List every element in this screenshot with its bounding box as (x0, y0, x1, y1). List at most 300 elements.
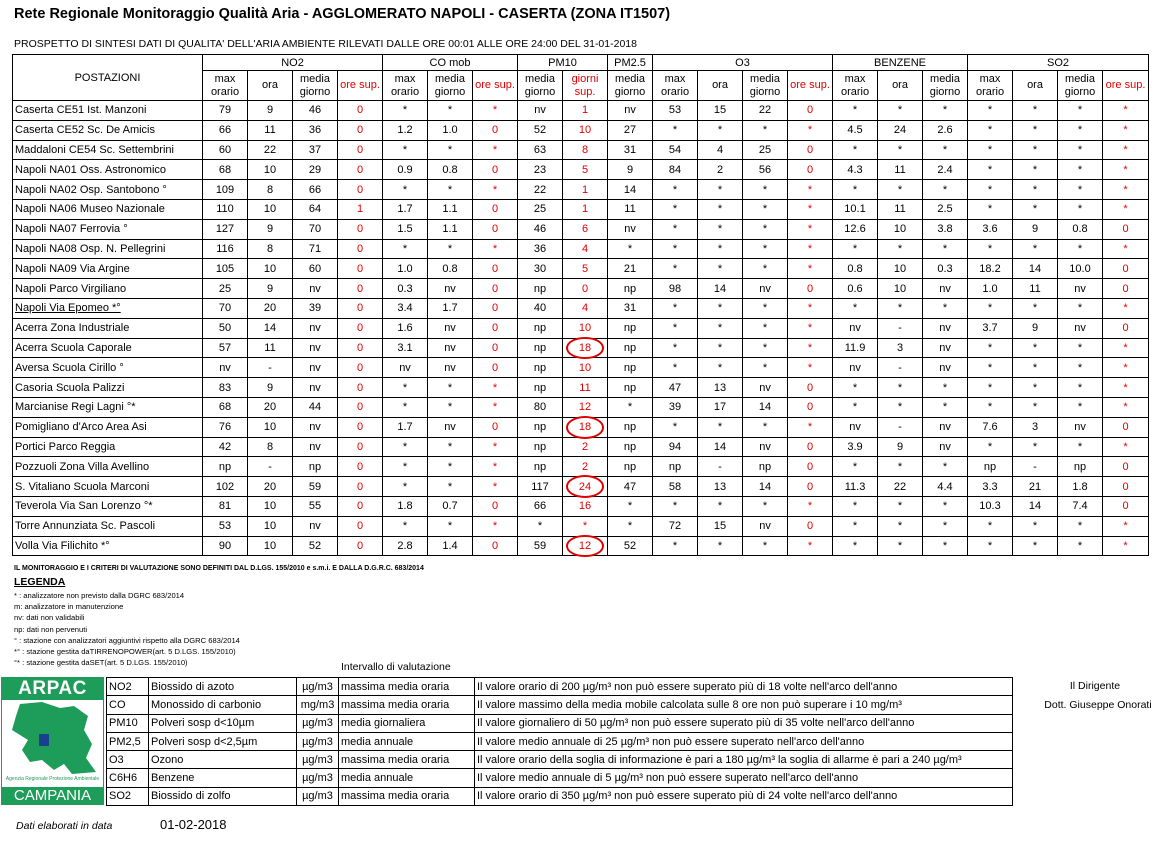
data-cell (293, 101, 338, 121)
cell-value: * (492, 143, 498, 156)
cell-value: 11 (264, 124, 276, 137)
cell-value: 10 (893, 282, 907, 295)
data-cell (203, 239, 248, 259)
cell-value: 0.8 (442, 262, 458, 275)
data-cell (698, 259, 743, 279)
cell-value: * (987, 520, 993, 533)
data-cell (1058, 318, 1103, 338)
data-cell (698, 120, 743, 140)
data-cell (473, 259, 518, 279)
cell-value: * (762, 124, 768, 137)
data-cell (833, 378, 878, 398)
cell-value: 1.7 (397, 203, 413, 216)
cell-value: 1.0 (397, 262, 413, 275)
cell-value: 21 (623, 262, 637, 275)
pollutant-unit: µg/m3 (297, 678, 339, 696)
legend-item: °* : stazione gestita daSET(art. 5 D.LGS. 155/2010) (14, 658, 188, 668)
cell-value: 0.8 (1072, 223, 1088, 236)
data-cell (203, 417, 248, 437)
cell-value: np (623, 361, 637, 374)
data-cell (698, 160, 743, 180)
cell-value: * (492, 242, 498, 255)
data-cell (653, 516, 698, 536)
data-cell (878, 496, 923, 516)
data-cell (383, 219, 428, 239)
cell-value: 11 (579, 381, 591, 394)
data-cell (923, 397, 968, 417)
cell-value: 1.8 (1072, 480, 1088, 493)
cell-value: * (987, 361, 993, 374)
pollutant-code: NO2 (107, 678, 149, 696)
data-cell (833, 318, 878, 338)
data-cell (1013, 516, 1058, 536)
data-cell (428, 437, 473, 457)
cell-value: * (402, 381, 408, 394)
pollutant-unit: µg/m3 (297, 714, 339, 732)
station-name: Napoli NA08 Osp. N. Pellegrini (13, 239, 203, 259)
data-cell (878, 180, 923, 200)
data-cell (743, 120, 788, 140)
data-cell (203, 160, 248, 180)
cell-value: * (987, 341, 993, 354)
data-cell (1013, 358, 1058, 378)
cell-value: nv (444, 322, 456, 335)
data-cell (968, 259, 1013, 279)
data-cell (878, 437, 923, 457)
cell-value: 1.7 (397, 421, 413, 434)
data-cell (338, 180, 383, 200)
data-cell (563, 199, 608, 219)
cell-value: - (718, 460, 722, 473)
data-cell (473, 516, 518, 536)
cell-value: * (1123, 381, 1128, 394)
cell-value: * (1032, 520, 1038, 533)
data-cell (518, 496, 563, 516)
cell-value: 12 (578, 401, 592, 414)
data-cell (968, 358, 1013, 378)
data-cell (383, 338, 428, 358)
cell-value: 0 (356, 361, 364, 374)
cell-value: 0 (491, 262, 499, 275)
data-cell (878, 160, 923, 180)
data-cell (1058, 120, 1103, 140)
data-cell (248, 477, 293, 497)
cell-value: 6 (581, 223, 589, 236)
cell-value: 40 (533, 302, 547, 315)
cell-value: - (268, 361, 272, 374)
station-name: Caserta CE52 Sc. De Amicis (13, 120, 203, 140)
data-cell (563, 437, 608, 457)
cell-value: 2 (716, 163, 724, 176)
data-cell (833, 239, 878, 259)
cell-value: - (898, 322, 902, 335)
data-cell (248, 239, 293, 259)
data-cell (563, 239, 608, 259)
data-cell (833, 536, 878, 556)
cell-value: 0 (491, 539, 499, 552)
cell-value: 0 (356, 520, 364, 533)
cell-value: nv (534, 104, 546, 117)
cell-value: nv (309, 421, 321, 434)
data-cell (428, 397, 473, 417)
data-cell (293, 298, 338, 318)
table-row (13, 199, 1149, 219)
data-cell (1058, 298, 1103, 318)
data-cell (473, 199, 518, 219)
cell-value: 0 (491, 282, 499, 295)
cell-value: np (758, 460, 772, 473)
data-cell (428, 279, 473, 299)
data-cell (293, 437, 338, 457)
data-cell (923, 457, 968, 477)
data-cell (473, 338, 518, 358)
cell-value: 14 (1028, 262, 1042, 275)
column-header: ore sup. (1103, 71, 1149, 101)
cell-value: * (402, 183, 408, 196)
cell-value: * (897, 381, 903, 394)
data-cell (338, 259, 383, 279)
cell-value: 10 (578, 124, 592, 137)
pollutant-row (107, 714, 1013, 732)
data-cell (923, 219, 968, 239)
cell-value: nv (219, 361, 231, 374)
data-cell (1103, 437, 1149, 457)
cell-value: * (537, 520, 543, 533)
cell-value: 14 (623, 183, 637, 196)
data-cell (608, 219, 653, 239)
data-cell (428, 516, 473, 536)
data-cell (743, 417, 788, 437)
data-cell (1103, 417, 1149, 437)
cell-value: * (1077, 104, 1083, 117)
cell-value: 18 (578, 421, 592, 434)
data-cell (1103, 239, 1149, 259)
data-cell (743, 279, 788, 299)
data-cell (923, 239, 968, 259)
column-header: ore sup. (788, 71, 833, 101)
data-cell (878, 239, 923, 259)
data-cell (563, 397, 608, 417)
data-cell (698, 417, 743, 437)
cell-value: 1.5 (397, 223, 413, 236)
data-cell (833, 140, 878, 160)
data-cell (1013, 120, 1058, 140)
cell-value: * (1077, 539, 1083, 552)
cell-value: * (1123, 341, 1128, 354)
cell-value: * (447, 242, 453, 255)
cell-value: 1.7 (442, 302, 458, 315)
cell-value: 0 (806, 460, 814, 473)
cell-value: * (987, 539, 993, 552)
cell-value: np (308, 460, 322, 473)
data-cell (383, 140, 428, 160)
cell-value: 0 (491, 341, 499, 354)
data-cell (383, 298, 428, 318)
data-cell (608, 496, 653, 516)
group-o3: O3 (653, 55, 833, 71)
data-cell (1058, 160, 1103, 180)
cell-value: np (218, 460, 232, 473)
table-row (13, 180, 1149, 200)
cell-value: nv (1074, 421, 1086, 434)
data-cell (608, 318, 653, 338)
cell-value: * (987, 104, 993, 117)
data-cell (608, 160, 653, 180)
data-cell (518, 160, 563, 180)
data-cell (743, 180, 788, 200)
data-cell (1103, 318, 1149, 338)
cell-value: 4 (581, 242, 589, 255)
data-cell (878, 140, 923, 160)
cell-value: nv (759, 440, 771, 453)
cell-value: * (1077, 242, 1083, 255)
data-cell (788, 378, 833, 398)
cell-value: * (627, 401, 633, 414)
data-cell (293, 279, 338, 299)
data-cell (788, 457, 833, 477)
cell-value: 14 (713, 440, 727, 453)
data-cell (563, 477, 608, 497)
data-cell (833, 477, 878, 497)
data-cell (698, 536, 743, 556)
data-cell (788, 239, 833, 259)
cell-value: * (762, 539, 768, 552)
data-cell (1058, 477, 1103, 497)
data-cell (1013, 259, 1058, 279)
cell-value: * (1077, 203, 1083, 216)
cell-value: * (672, 539, 678, 552)
cell-value: 0 (356, 242, 364, 255)
evaluation-interval: media giornaliera (339, 714, 475, 732)
cell-value: 10.0 (1069, 262, 1091, 275)
cell-value: np (533, 322, 547, 335)
cell-value: 39 (308, 302, 322, 315)
cell-value: * (1123, 401, 1128, 414)
data-cell (968, 437, 1013, 457)
cell-value: * (492, 381, 498, 394)
cell-value: 0 (356, 440, 364, 453)
cell-value: * (1077, 183, 1083, 196)
cell-value: * (402, 104, 408, 117)
data-cell (878, 101, 923, 121)
cell-value: 16 (578, 500, 592, 513)
cell-value: 12 (578, 539, 592, 552)
data-cell (248, 457, 293, 477)
data-cell (743, 239, 788, 259)
column-header: ora (698, 71, 743, 101)
data-cell (923, 358, 968, 378)
data-cell (203, 298, 248, 318)
data-cell (878, 338, 923, 358)
cell-value: 2.6 (937, 124, 953, 137)
group-so2: SO2 (968, 55, 1149, 71)
pollutant-code: PM10 (107, 714, 149, 732)
data-cell (293, 318, 338, 338)
data-cell (563, 259, 608, 279)
data-cell (428, 358, 473, 378)
cell-value: 7.6 (982, 421, 998, 434)
data-cell (293, 516, 338, 536)
pollutant-row (107, 787, 1013, 805)
column-header: media giorno (428, 71, 473, 101)
data-cell (968, 536, 1013, 556)
cell-value: * (672, 124, 678, 137)
data-cell (563, 298, 608, 318)
data-cell (608, 140, 653, 160)
cell-value: 25 (218, 282, 232, 295)
cell-value: 21 (1028, 480, 1042, 493)
pollutant-name: Benzene (149, 769, 297, 787)
cell-value: 0 (356, 183, 364, 196)
cell-value: * (807, 262, 813, 275)
cell-value: 90 (218, 539, 232, 552)
cell-value: * (717, 361, 723, 374)
cell-value: 70 (218, 302, 232, 315)
data-cell (1058, 199, 1103, 219)
station-name: Napoli NA01 Oss. Astronomico (13, 160, 203, 180)
data-cell (608, 279, 653, 299)
data-cell (383, 318, 428, 338)
data-cell (428, 378, 473, 398)
cell-value: np (668, 460, 682, 473)
table-row (13, 536, 1149, 556)
data-cell (833, 338, 878, 358)
pollutant-name: Monossido di carbonio (149, 696, 297, 714)
data-cell (383, 437, 428, 457)
data-cell (878, 477, 923, 497)
cell-value: 56 (758, 163, 772, 176)
data-cell (923, 417, 968, 437)
station-name: S. Vitaliano Scuola Marconi (13, 477, 203, 497)
cell-value: 1 (581, 104, 589, 117)
data-cell (968, 318, 1013, 338)
pollutant-row (107, 769, 1013, 787)
data-cell (653, 219, 698, 239)
cell-value: 25 (758, 143, 772, 156)
cell-value: 11 (894, 203, 906, 216)
cell-value: 4.3 (847, 163, 863, 176)
cell-value: 13 (713, 480, 727, 493)
data-cell (473, 160, 518, 180)
cell-value: 2 (581, 460, 589, 473)
data-cell (968, 477, 1013, 497)
data-cell (653, 199, 698, 219)
group-pm25: PM2.5 (608, 55, 653, 71)
cell-value: 0 (1122, 262, 1129, 275)
cell-value: 12.6 (844, 223, 866, 236)
cell-value: * (1032, 124, 1038, 137)
station-name: Napoli Parco Virgiliano (13, 279, 203, 299)
pollutant-unit: mg/m3 (297, 696, 339, 714)
cell-value: * (492, 480, 498, 493)
cell-value: 9 (266, 104, 274, 117)
pollutant-name: Ozono (149, 751, 297, 769)
legend-item: m: analizzatore in manutenzione (14, 602, 124, 612)
cell-value: * (942, 302, 948, 315)
data-cell (563, 318, 608, 338)
cell-value: 10 (263, 262, 277, 275)
cell-value: * (672, 183, 678, 196)
data-cell (923, 516, 968, 536)
data-cell (473, 140, 518, 160)
data-cell (248, 437, 293, 457)
data-cell (518, 101, 563, 121)
pollutant-unit: µg/m3 (297, 751, 339, 769)
data-cell (383, 279, 428, 299)
data-cell (338, 536, 383, 556)
cell-value: 1.8 (397, 500, 413, 513)
cell-value: 3.8 (937, 223, 953, 236)
cell-value: 25 (533, 203, 547, 216)
cell-value: 14 (758, 401, 772, 414)
data-cell (338, 338, 383, 358)
cell-value: * (762, 203, 768, 216)
cell-value: * (717, 262, 723, 275)
cell-value: * (717, 500, 723, 513)
data-cell (788, 338, 833, 358)
data-cell (1058, 358, 1103, 378)
cell-value: 4.5 (847, 124, 863, 137)
postazioni-header: POSTAZIONI (13, 55, 203, 101)
air-quality-table (12, 54, 1149, 556)
data-cell (788, 180, 833, 200)
data-cell (518, 397, 563, 417)
data-cell (383, 477, 428, 497)
data-cell (1013, 199, 1058, 219)
data-cell (383, 120, 428, 140)
cell-value: 0 (356, 500, 364, 513)
data-cell (968, 378, 1013, 398)
data-cell (293, 160, 338, 180)
cell-value: nv (309, 282, 321, 295)
cell-value: 0 (356, 104, 364, 117)
cell-value: 98 (668, 282, 682, 295)
cell-value: * (1123, 302, 1128, 315)
data-cell (563, 417, 608, 437)
data-cell (1103, 358, 1149, 378)
data-cell (563, 219, 608, 239)
table-row (13, 239, 1149, 259)
cell-value: nv (444, 341, 456, 354)
column-header: media giorno (293, 71, 338, 101)
cell-value: 0 (356, 480, 364, 493)
data-cell (968, 298, 1013, 318)
data-cell (923, 536, 968, 556)
data-cell (383, 259, 428, 279)
cell-value: nv (939, 421, 951, 434)
data-cell (833, 259, 878, 279)
cell-value: nv (309, 520, 321, 533)
cell-value: * (402, 401, 408, 414)
cell-value: 22 (533, 183, 547, 196)
cell-value: 8 (266, 183, 274, 196)
data-cell (473, 318, 518, 338)
data-cell (653, 279, 698, 299)
cell-value: * (897, 401, 903, 414)
cell-value: * (987, 401, 993, 414)
cell-value: 63 (533, 143, 547, 156)
cell-value: * (897, 460, 903, 473)
cell-value: * (402, 460, 408, 473)
data-cell (878, 417, 923, 437)
data-cell (1013, 279, 1058, 299)
cell-value: * (942, 539, 948, 552)
cell-value: * (987, 143, 993, 156)
cell-value: * (1077, 143, 1083, 156)
cell-value: * (447, 381, 453, 394)
data-cell (248, 279, 293, 299)
data-cell (833, 199, 878, 219)
